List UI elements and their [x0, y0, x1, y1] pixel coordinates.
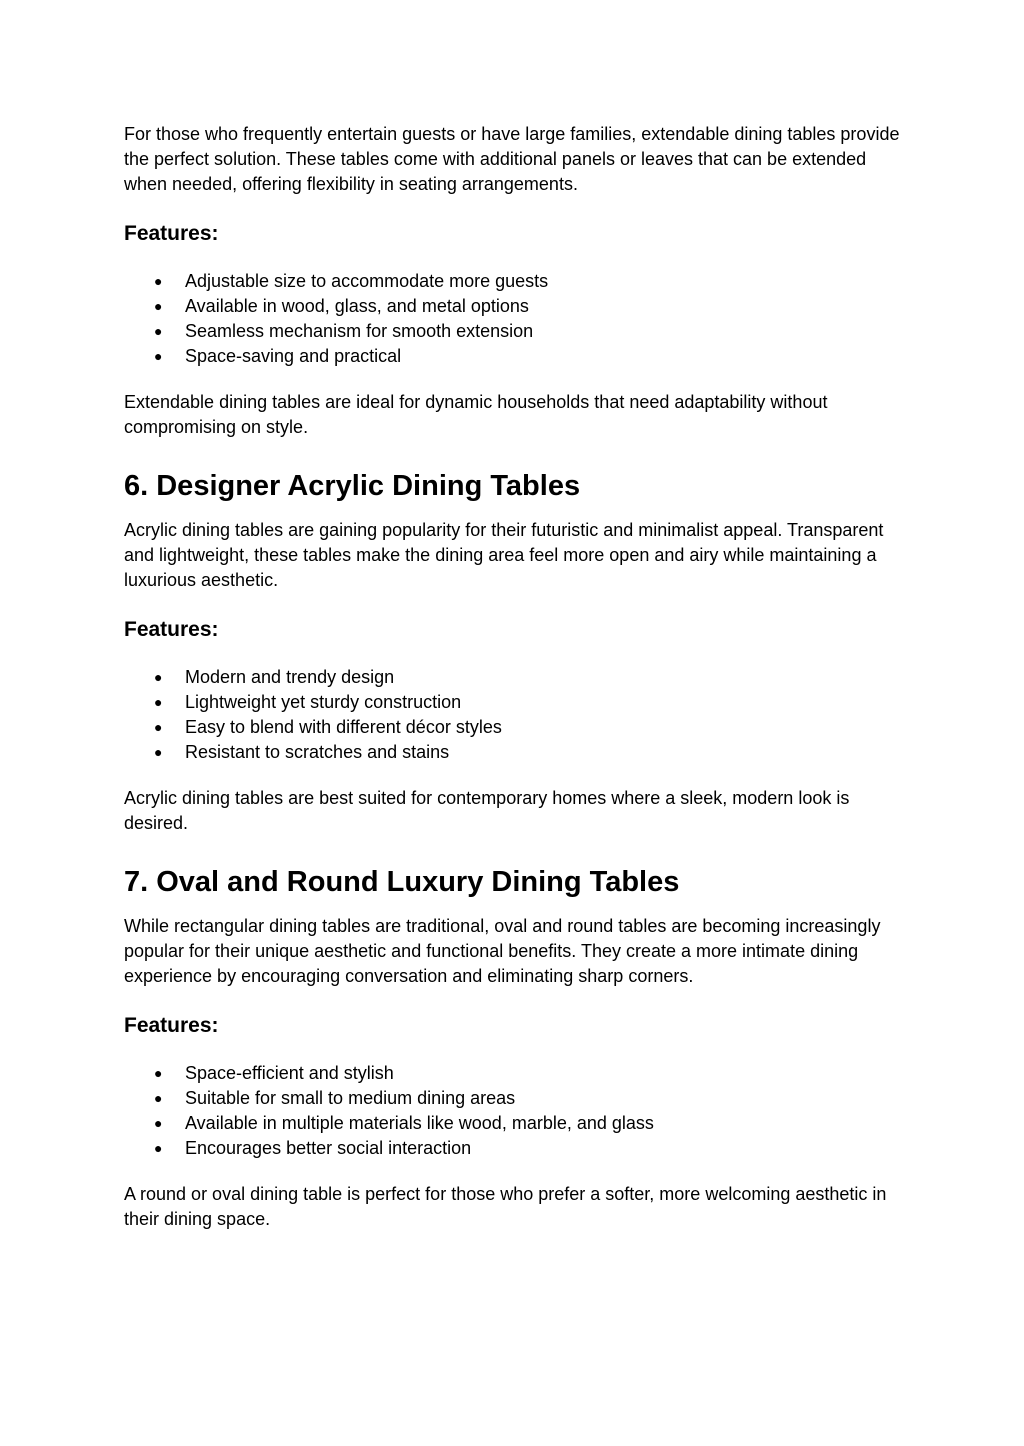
list-item-text: Resistant to scratches and stains [185, 742, 450, 762]
list-item-text: Space-efficient and stylish [185, 1063, 394, 1083]
bullet-icon: ● [154, 1115, 163, 1131]
list-item [124, 1136, 904, 1161]
features-heading: Features: [124, 618, 219, 641]
list-item-text: Seamless mechanism for smooth extension [185, 321, 534, 341]
section-paragraph: While rectangular dining tables are traditional, oval and round tables are becoming increasingly popular for their unique aesthetic and functional benefits. They create a more intimate dining experience by encouraging conversation and eliminating sharp corners. [124, 916, 881, 986]
list-item [124, 1061, 904, 1086]
section-title: 7. Oval and Round Luxury Dining Tables [124, 866, 680, 898]
section-paragraph: Acrylic dining tables are gaining popularity for their futuristic and minimalist appeal. Transparent and lightweight, these tables make the dining area feel more open and airy while maintaining a luxurious aesthetic. [124, 520, 884, 590]
list-item-text: Encourages better social interaction [185, 1138, 472, 1158]
bullet-icon: ● [154, 1140, 163, 1156]
list-item [124, 690, 904, 715]
bullet-icon: ● [154, 348, 163, 364]
features-heading: Features: [124, 1014, 219, 1037]
list-item [124, 665, 904, 690]
bullet-icon: ● [154, 323, 163, 339]
list-item-text: Suitable for small to medium dining areas [185, 1088, 516, 1108]
list-item [124, 1086, 904, 1111]
bullet-icon: ● [154, 298, 163, 314]
list-item-text: Space-saving and practical [185, 346, 402, 366]
features-list [124, 269, 904, 369]
list-item [124, 269, 904, 294]
list-item [124, 740, 904, 765]
features-heading: Features: [124, 222, 219, 245]
list-item-text: Lightweight yet sturdy construction [185, 692, 462, 712]
list-item [124, 344, 904, 369]
features-list [124, 665, 904, 765]
list-item-text: Easy to blend with different décor styles [185, 717, 502, 737]
list-item [124, 715, 904, 740]
bullet-icon: ● [154, 669, 163, 685]
list-item-text: Modern and trendy design [185, 667, 395, 687]
closing-paragraph: Acrylic dining tables are best suited for contemporary homes where a sleek, modern look is desired. [124, 788, 850, 833]
bullet-icon: ● [154, 273, 163, 289]
list-item-text: Adjustable size to accommodate more guests [185, 271, 549, 291]
closing-paragraph: A round or oval dining table is perfect for those who prefer a softer, more welcoming aesthetic in their dining space. [124, 1184, 887, 1229]
intro-paragraph: For those who frequently entertain guests or have large families, extendable dining tables provide the perfect solution. These tables come with additional panels or leaves that can be extended when needed, offering flexibility in seating arrangements. [124, 124, 900, 194]
bullet-icon: ● [154, 1065, 163, 1081]
list-item-text: Available in multiple materials like wood, marble, and glass [185, 1113, 654, 1133]
closing-paragraph: Extendable dining tables are ideal for dynamic households that need adaptability without compromising on style. [124, 392, 828, 437]
bullet-icon: ● [154, 694, 163, 710]
list-item-text: Available in wood, glass, and metal options [185, 296, 529, 316]
list-item [124, 319, 904, 344]
list-item [124, 294, 904, 319]
bullet-icon: ● [154, 1090, 163, 1106]
document-page [124, 122, 904, 1232]
section-title: 6. Designer Acrylic Dining Tables [124, 470, 581, 502]
list-item [124, 1111, 904, 1136]
bullet-icon: ● [154, 744, 163, 760]
features-list [124, 1061, 904, 1161]
bullet-icon: ● [154, 719, 163, 735]
